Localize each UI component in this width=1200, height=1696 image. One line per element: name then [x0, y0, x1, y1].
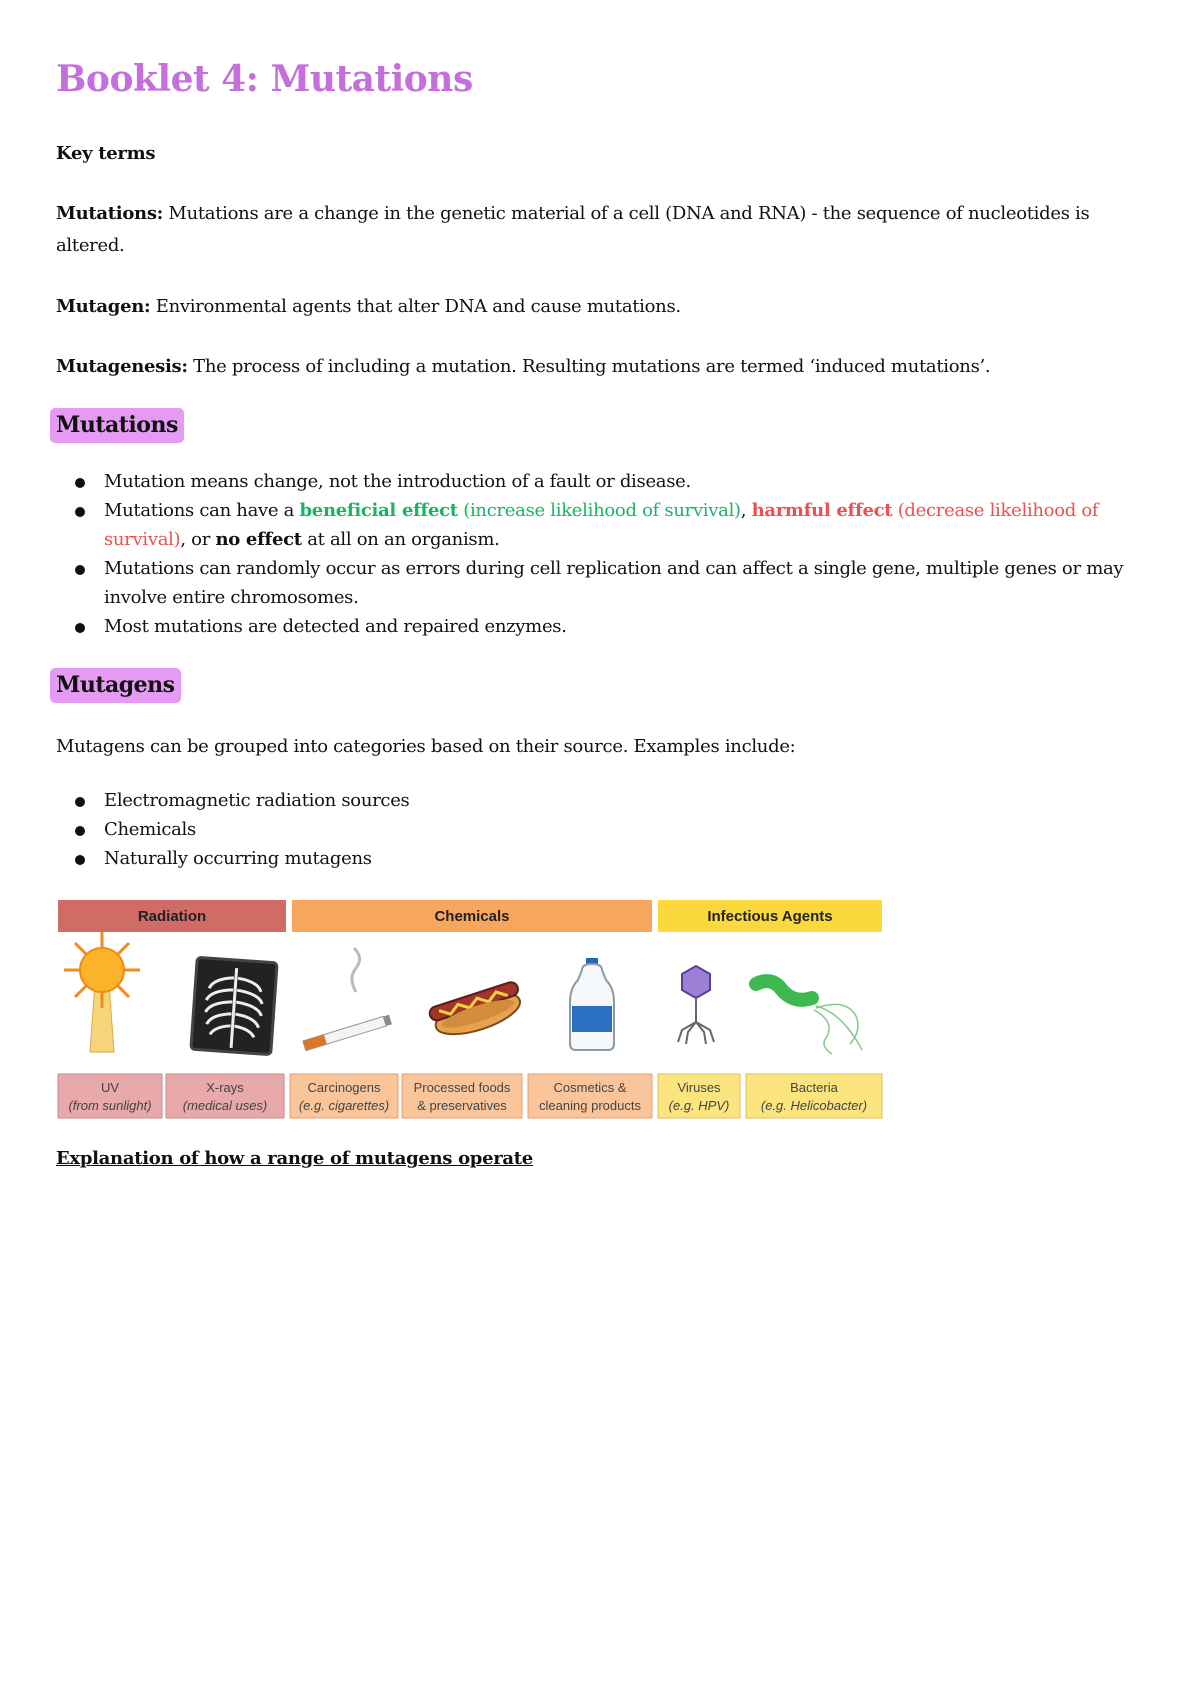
- list-item: Electromagnetic radiation sources: [56, 786, 1146, 815]
- list-item: Chemicals: [56, 815, 1146, 844]
- list-item: Mutations can have a beneficial effect (increase likelihood of survival), harmful effect (decrease likelihood of survival), or no effect at all on an organism.: [56, 496, 1146, 554]
- term-label: Mutagenesis:: [56, 356, 188, 377]
- category-label-chemicals: Chemicals: [434, 908, 510, 925]
- term-definition: Mutations are a change in the genetic material of a cell (DNA and RNA) - the sequence of nucleotides is altered.: [56, 203, 1090, 256]
- mutagen-categories-figure: [56, 898, 886, 1120]
- list-item: Naturally occurring mutagens: [56, 844, 1146, 873]
- bacteria-icon: [756, 981, 862, 1054]
- mutations-list: [56, 467, 1146, 641]
- list-item: Most mutations are detected and repaired enzymes.: [56, 612, 1146, 641]
- mutagen-example: & preservatives: [417, 1098, 507, 1113]
- mutagen-name: Carcinogens: [307, 1080, 381, 1095]
- term-label: Mutagen:: [56, 296, 151, 317]
- hotdog-icon: [428, 980, 527, 1043]
- term-mutations: [56, 198, 1146, 262]
- section-heading-mutagens: Mutagens: [50, 668, 181, 703]
- term-label: Mutations:: [56, 203, 164, 224]
- xray-icon: [191, 957, 277, 1054]
- mutagens-intro: Mutagens can be grouped into categories based on their source. Examples include:: [56, 736, 796, 757]
- list-item: Mutations can randomly occur as errors during cell replication and can affect a single gene, multiple genes or may involve entire chromosomes.: [56, 554, 1146, 612]
- sun-icon: [64, 932, 140, 1052]
- mutagen-example: (e.g. Helicobacter): [760, 1098, 868, 1113]
- harmful-effect-text: harmful effect: [751, 500, 893, 521]
- mutagen-name: UV: [100, 1080, 120, 1095]
- mutagen-name: Cosmetics &: [553, 1080, 627, 1095]
- mutagen-name: Viruses: [677, 1080, 721, 1095]
- term-mutagenesis: [56, 351, 1146, 383]
- term-definition: Environmental agents that alter DNA and cause mutations.: [150, 296, 681, 317]
- explanation-link[interactable]: Explanation of how a range of mutagens operate: [56, 1148, 533, 1169]
- virus-icon: [678, 966, 714, 1044]
- mutagen-example: (e.g. HPV): [668, 1098, 730, 1113]
- page-title: Booklet 4: Mutations: [56, 58, 473, 100]
- cigarette-icon: [303, 948, 392, 1051]
- mutagen-example: cleaning products: [539, 1098, 641, 1113]
- mutagen-example: (medical uses): [182, 1098, 268, 1113]
- key-terms-heading: Key terms: [56, 143, 156, 164]
- mutagen-name: Bacteria: [790, 1080, 838, 1095]
- mutagen-example: (e.g. cigarettes): [298, 1098, 390, 1113]
- no-effect-text: no effect: [215, 529, 302, 550]
- category-label-infectious-agents: Infectious Agents: [707, 908, 833, 925]
- beneficial-effect-text: beneficial effect: [299, 500, 458, 521]
- mutagen-example: (from sunlight): [68, 1098, 152, 1113]
- mutagen-name: X-rays: [206, 1080, 244, 1095]
- bottle-icon: [570, 958, 614, 1050]
- list-item: Mutation means change, not the introduction of a fault or disease.: [56, 467, 1146, 496]
- term-mutagen: [56, 291, 1146, 323]
- category-label-radiation: Radiation: [137, 908, 207, 925]
- section-heading-mutations: Mutations: [50, 408, 184, 443]
- term-definition: The process of including a mutation. Resulting mutations are termed ‘induced mutations’.: [187, 356, 991, 377]
- mutagens-list: [56, 786, 1146, 873]
- mutagen-name: Processed foods: [413, 1080, 511, 1095]
